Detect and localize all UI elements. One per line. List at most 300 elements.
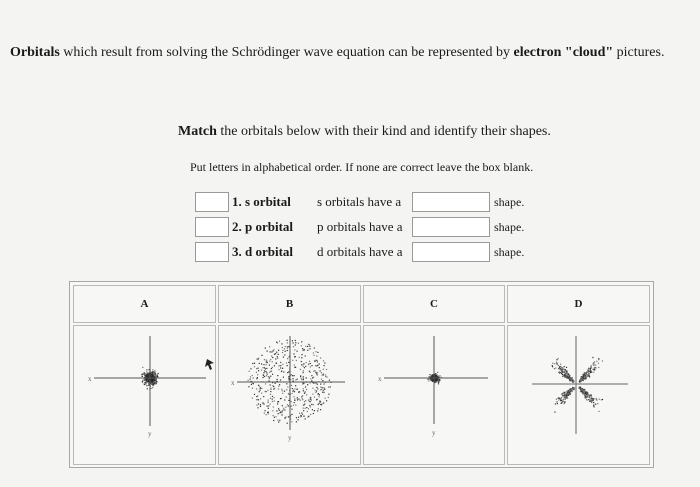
cloud-dot [157,376,158,377]
cloud-dot [259,391,260,392]
cloud-dot [568,395,569,396]
cloud-dot [561,373,562,374]
cloud-dot [555,368,556,369]
cloud-dot [153,384,154,385]
cloud-dot [295,379,296,380]
cloud-dot [322,375,323,376]
cloud-dot [295,344,296,345]
match-title [178,124,551,140]
cloud-dot [589,396,590,397]
cloud-dot [285,351,286,352]
cloud-dot [588,373,589,374]
p-orbital-shape-word: shape. [494,220,525,234]
cloud-dot [317,361,318,362]
cloud-dot [591,372,592,373]
cloud-dot [554,363,555,364]
cloud-dot [265,391,266,392]
instructions: Put letters in alphabetical order. If none are correct leave the box blank. [190,160,534,174]
cloud-dot [592,398,593,399]
cloud-dot [285,346,286,347]
cloud-dot [278,401,279,402]
cloud-dot [277,358,278,359]
cloud-dot [593,400,594,401]
cloud-dot [316,391,317,392]
cloud-dot [145,373,146,374]
cloud-dot [324,392,325,393]
cloud-dot [313,352,314,353]
cloud-dot [278,408,279,409]
cloud-dot [311,365,312,366]
cloud-dot [282,364,283,365]
cloud-dot [301,364,302,365]
cloud-dot [561,403,562,404]
cloud-dot [291,414,292,415]
cloud-dot [591,398,592,399]
cloud-dot [597,403,598,404]
cloud-dot [308,400,309,401]
cloud-dot [586,371,587,372]
cloud-dot [274,354,275,355]
cloud-dot [313,404,314,405]
cloud-dot [314,360,315,361]
cloud-dot [581,377,582,378]
cloud-dot [582,374,583,375]
cloud-dot [287,372,288,373]
cloud-dot [277,379,278,380]
cloud-dot [310,406,311,407]
cloud-dot [310,378,311,379]
cloud-dot [256,359,257,360]
cloud-dot [569,377,570,378]
cloud-dot [305,418,306,419]
cloud-dot [283,357,284,358]
orbital-cloud-c [364,326,504,464]
cloud-dot [274,400,275,401]
intro-end: pictures. [613,45,665,60]
cloud-dot [558,397,559,398]
cloud-dot [552,366,553,367]
cloud-dot [584,372,585,373]
cloud-dot [282,405,283,406]
cloud-dot [277,342,278,343]
cloud-dot [250,368,251,369]
x-axis-label-b: x [231,379,235,387]
cloud-dot [321,372,322,373]
cloud-dot [320,384,321,385]
cloud-dot [328,394,329,395]
cloud-dot [293,380,294,381]
row-p-orbital [195,217,555,239]
p-orbital-label: 2. p orbital [232,219,294,234]
cloud-dot [275,383,276,384]
cloud-dot [268,402,269,403]
cloud-dot [252,383,253,384]
cloud-dot [305,366,306,367]
cloud-dot [259,390,260,391]
cloud-dot [303,379,304,380]
cloud-dot [249,371,250,372]
cloud-dot [581,389,582,390]
cloud-dot [269,378,270,379]
cloud-dot [557,403,558,404]
cloud-dot [283,408,284,409]
cloud-dot [268,405,269,406]
cloud-dot [439,380,440,381]
cloud-dot [557,358,558,359]
cloud-dot [277,403,278,404]
cloud-dot [144,384,145,385]
cloud-dot [586,396,587,397]
cloud-dot [319,367,320,368]
cloud-dot [154,372,155,373]
cloud-dot [311,400,312,401]
cloud-dot [326,376,327,377]
cloud-dot [274,365,275,366]
cloud-dot [278,421,279,422]
cloud-dot [146,382,147,383]
cloud-dot [157,375,158,376]
cloud-dot [589,397,590,398]
orbital-picture-table [69,281,654,468]
cloud-dot [585,397,586,398]
cloud-dot [313,371,314,372]
cloud-dot [568,390,569,391]
cloud-dot [317,384,318,385]
cloud-dot [564,401,565,402]
cloud-dot [308,408,309,409]
cloud-dot [278,388,279,389]
cloud-dot [252,375,253,376]
cloud-dot [319,401,320,402]
cloud-dot [280,365,281,366]
cloud-dot [282,352,283,353]
cloud-dot [320,409,321,410]
cloud-dot [301,361,302,362]
cloud-dot [270,351,271,352]
cloud-dot [277,375,278,376]
cloud-dot [266,373,267,374]
cloud-dot [286,416,287,417]
cloud-dot [595,404,596,405]
cloud-dot [593,402,594,403]
cloud-dot [585,374,586,375]
cloud-dot [296,417,297,418]
cloud-dot [591,401,592,402]
cloud-dot [260,404,261,405]
column-header-c: C [363,285,505,323]
cloud-dot [552,363,553,364]
cloud-dot [300,400,301,401]
cloud-dot [583,393,584,394]
s-orbital-shape-input[interactable] [412,192,490,212]
cloud-dot [256,368,257,369]
cloud-dot [323,360,324,361]
cloud-dot [303,383,304,384]
cloud-dot [563,399,564,400]
cloud-dot [300,369,301,370]
cloud-dot [294,396,295,397]
cloud-dot [261,393,262,394]
cloud-dot [602,399,603,400]
cloud-dot [272,357,273,358]
cloud-dot [306,407,307,408]
cloud-dot [598,411,599,412]
s-orbital-shape-word: shape. [494,195,525,209]
cloud-dot [570,393,571,394]
cloud-dot [593,365,594,366]
cloud-dot [278,386,279,387]
cloud-dot [294,391,295,392]
cloud-dot [595,365,596,366]
cloud-dot [254,363,255,364]
cloud-dot [562,376,563,377]
cloud-dot [263,375,264,376]
d-orbital-answer-input[interactable] [195,242,229,262]
cloud-dot [319,403,320,404]
cloud-dot [565,377,566,378]
row-s-orbital [195,192,555,214]
cloud-dot [320,357,321,358]
cloud-dot [561,370,562,371]
cloud-dot [325,398,326,399]
cloud-dot [301,341,302,342]
cloud-dot [272,401,273,402]
cloud-dot [294,398,295,399]
cloud-dot [304,367,305,368]
intro-middle: which result from solving the Schrödinger wave equation can be represented by [59,45,514,60]
cloud-dot [256,378,257,379]
cloud-dot [317,352,318,353]
cloud-dot [268,380,269,381]
cloud-dot [294,349,295,350]
cloud-dot [278,350,279,351]
cloud-dot [279,384,280,385]
cloud-dot [587,391,588,392]
cloud-dot [293,342,294,343]
cloud-dot [572,377,573,378]
orbital-picture-d [507,325,650,465]
cloud-dot [564,393,565,394]
cloud-dot [284,354,285,355]
cloud-dot [591,400,592,401]
cloud-dot [585,394,586,395]
cloud-dot [566,395,567,396]
cloud-dot [301,378,302,379]
cloud-dot [291,406,292,407]
cloud-dot [324,362,325,363]
cloud-dot [260,398,261,399]
cloud-dot [256,372,257,373]
cloud-dot [142,381,143,382]
cloud-dot [286,396,287,397]
cloud-dot [325,376,326,377]
cloud-dot [585,375,586,376]
cloud-dot [581,391,582,392]
cloud-dot [303,408,304,409]
cloud-dot [276,352,277,353]
cloud-dot [562,393,563,394]
cloud-dot [155,375,156,376]
cloud-dot [297,351,298,352]
cloud-dot [303,416,304,417]
d-orbital-desc: d orbitals have a [317,244,403,259]
cloud-dot [582,392,583,393]
cloud-dot [298,417,299,418]
cloud-dot [296,389,297,390]
cloud-dot [142,367,143,368]
orbital-picture-b [218,325,361,465]
cloud-dot [564,392,565,393]
cloud-dot [556,399,557,400]
cloud-dot [310,363,311,364]
cloud-dot [272,367,273,368]
cloud-dot [326,369,327,370]
cloud-dot [302,395,303,396]
cloud-dot [317,374,318,375]
cloud-dot [560,400,561,401]
cloud-dot [594,361,595,362]
x-axis-label-c: x [378,375,382,383]
cloud-dot [572,391,573,392]
cloud-dot [329,380,330,381]
cloud-dot [287,365,288,366]
cloud-dot [565,396,566,397]
cloud-dot [314,397,315,398]
y-axis-label-a: y [148,430,152,438]
cloud-dot [566,372,567,373]
x-axis-label-a: x [88,375,92,383]
cloud-dot [265,348,266,349]
cloud-dot [254,394,255,395]
cloud-dot [281,370,282,371]
cloud-dot [279,341,280,342]
cloud-dot [321,379,322,380]
cloud-dot [310,372,311,373]
cloud-dot [315,351,316,352]
d-orbital-shape-input[interactable] [412,242,490,262]
cloud-dot [263,396,264,397]
cloud-dot [278,413,279,414]
cloud-dot [309,361,310,362]
cloud-dot [258,399,259,400]
cloud-dot [590,371,591,372]
cloud-dot [284,390,285,391]
cloud-dot [271,371,272,372]
cloud-dot [593,372,594,373]
cloud-dot [305,400,306,401]
s-orbital-desc: s orbitals have a [317,194,402,209]
cloud-dot [593,362,594,363]
cloud-dot [311,375,312,376]
cloud-dot [438,375,439,376]
cloud-dot [562,367,563,368]
cloud-dot [585,377,586,378]
cloud-dot [278,369,279,370]
cloud-dot [556,362,557,363]
intro-cloud: electron "cloud" [513,45,614,60]
cloud-dot [272,399,273,400]
cloud-dot [148,383,149,384]
cloud-dot [299,413,300,414]
cloud-dot [318,394,319,395]
cloud-dot [284,399,285,400]
cloud-dot [317,365,318,366]
cloud-dot [309,348,310,349]
cloud-dot [584,389,585,390]
cloud-dot [588,371,589,372]
cloud-dot [587,394,588,395]
cloud-dot [298,392,299,393]
cloud-dot [595,367,596,368]
cloud-dot [313,355,314,356]
cloud-dot [307,384,308,385]
cloud-dot [270,398,271,399]
cloud-dot [294,356,295,357]
cloud-dot [580,389,581,390]
cloud-dot [158,373,159,374]
d-orbital-shape-word: shape. [494,245,525,259]
cloud-dot [251,384,252,385]
s-orbital-answer-input[interactable] [195,192,229,212]
cloud-dot [152,371,153,372]
cloud-dot [288,400,289,401]
cloud-dot [596,398,597,399]
cloud-dot [274,388,275,389]
cloud-dot [271,351,272,352]
cloud-dot [250,379,251,380]
orbital-cloud-d [508,326,649,464]
cloud-dot [264,413,265,414]
cloud-dot [320,404,321,405]
cloud-dot [305,386,306,387]
cloud-dot [265,383,266,384]
cloud-dot [151,388,152,389]
cloud-dot [317,372,318,373]
cloud-dot [252,397,253,398]
cloud-dot [569,393,570,394]
cloud-dot [316,399,317,400]
cloud-dot [154,371,155,372]
y-axis-label-c: y [432,429,436,437]
cloud-dot [586,376,587,377]
cloud-dot [317,360,318,361]
cloud-dot [260,406,261,407]
cloud-dot [305,408,306,409]
cloud-dot [283,371,284,372]
cloud-dot [302,398,303,399]
cloud-dot [303,366,304,367]
cloud-dot [297,379,298,380]
cloud-dot [261,355,262,356]
cloud-dot [319,394,320,395]
cloud-dot [273,415,274,416]
cloud-dot [429,374,430,375]
cloud-dot [286,389,287,390]
cloud-dot [287,386,288,387]
cloud-dot [310,398,311,399]
p-orbital-answer-input[interactable] [195,217,229,237]
cloud-dot [328,387,329,388]
orbital-picture-a [73,325,216,465]
p-orbital-shape-input[interactable] [412,217,490,237]
cloud-dot [324,387,325,388]
cloud-dot [152,387,153,388]
cloud-dot [282,390,283,391]
cloud-dot [294,367,295,368]
cloud-dot [258,359,259,360]
cloud-dot [270,391,271,392]
cloud-dot [287,342,288,343]
